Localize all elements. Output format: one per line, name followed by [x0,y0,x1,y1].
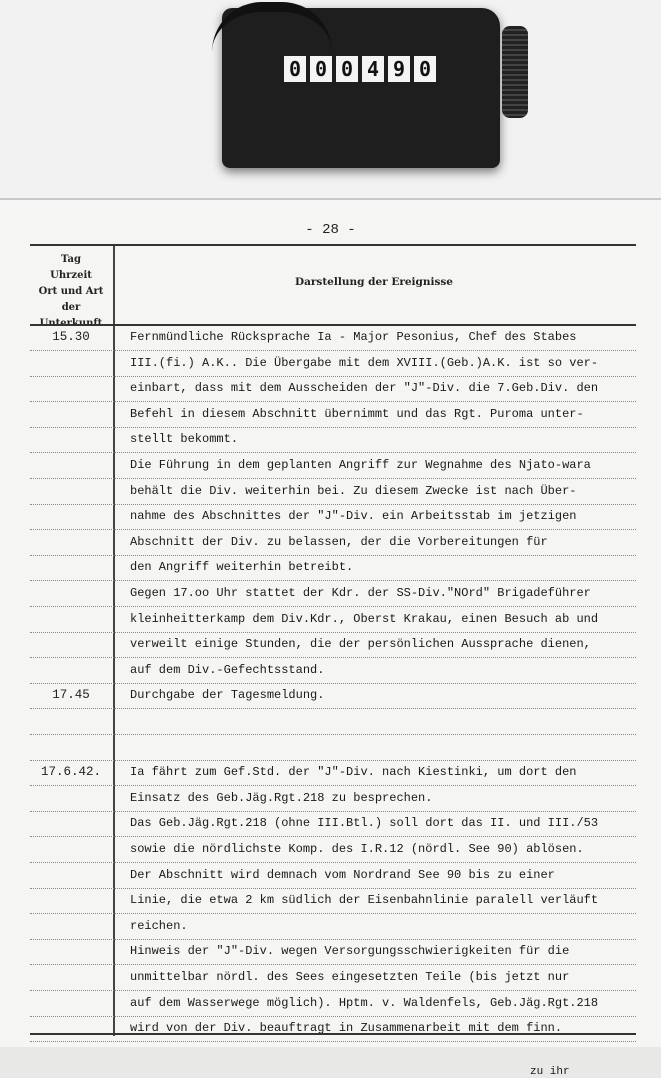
table-row [30,684,636,709]
entry-text: Hinweis der "J"-Div. wegen Versorgungsschwierigkeiten für die [130,944,570,959]
entry-time: 15.30 [52,330,90,344]
page-number: - 28 - [305,222,356,238]
table-row [30,582,636,607]
entry-text: Abschnitt der Div. zu belassen, der die Vorbereitungen für [130,534,548,549]
table-row [30,889,636,914]
entry-time: 17.45 [52,688,90,703]
table-row [30,966,636,991]
header-line: Tag [61,254,81,265]
table-row [30,428,636,453]
right-column-header: Darstellung der Ereignisse [294,276,453,288]
header-line: Unterkunft [39,318,103,329]
entry-text: wird von der Div. beauftragt in Zusammenarbeit mit dem finn. [130,1021,563,1036]
counter-photo-area [0,0,661,198]
header-line: Uhrzeit [50,270,92,281]
table-row [30,761,636,786]
table-row [30,812,636,837]
handwritten-insertion: zu ihr [530,1066,570,1078]
frame-counter-device [222,8,500,168]
table-top-rule [30,244,636,246]
table-bottom-rule [30,1033,636,1035]
table-row [30,326,636,351]
left-column-header [30,252,112,332]
table-row [30,915,636,940]
table-row [30,505,636,530]
entry-text: Ia fährt zum Gef.Std. der "J"-Div. nach Kiestinki, um dort den [130,765,577,780]
table-row [30,992,636,1017]
entry-text: stellt bekommt. [130,432,239,447]
table-row [30,710,636,735]
entry-time: 17.6.42. [40,765,101,780]
entry-text: Linie, die etwa 2 km südlich der Eisenbahnlinie paralell verläuft [130,893,599,908]
entry-text: Befehl in diesem Abschnitt übernimmt und das Rgt. Puroma unter- [130,406,584,421]
table-row [30,454,636,479]
counter-strap [212,2,332,52]
entry-text: Gegen 17.oo Uhr stattet der Kdr. der SS-Div."NOrd" Brigadeführer [130,586,591,600]
header-line: Ort und Art der [38,286,104,313]
entry-text: sowie die nördlichste Komp. des I.R.12 (nördl. See 90) ablösen. [130,842,584,856]
entry-text: III.(fi.) A.K.. Die Übergabe mit dem XVIII.(Geb.)A.K. ist so ver- [130,355,599,370]
entry-text: nahme des Abschnittes der "J"-Div. ein Arbeitsstab im jetzigen [130,509,577,524]
table-row [30,480,636,505]
entry-text: Fernmündliche Rücksprache Ia - Major Pesonius, Chef des Stabes [130,330,577,344]
entry-text: Das Geb.Jäg.Rgt.218 (ohne III.Btl.) soll dort das II. und III./53 [130,816,599,831]
table-row [30,787,636,812]
counter-knob [502,26,528,118]
entry-text: auf dem Div.-Gefechtsstand. [130,662,325,677]
table-row [30,864,636,889]
entry-text: unmittelbar nördl. des Sees eingesetzten Teile (bis jetzt nur [130,970,570,984]
entry-text: Einsatz des Geb.Jäg.Rgt.218 zu besprechen. [130,790,433,805]
counter-digits [284,56,436,82]
entry-text: auf dem Wasserwege möglich). Hptm. v. Waldenfels, Geb.Jäg.Rgt.218 [130,995,599,1010]
entry-text: kleinheitterkamp dem Div.Kdr., Oberst Krakau, einen Besuch ab und [130,611,599,626]
entry-text: Durchgabe der Tagesmeldung. [130,688,325,703]
table-row [30,608,636,633]
entry-text: behält die Div. weiterhin bei. Zu diesem Zwecke ist nach Über- [130,483,577,498]
counter-digit: 4 [362,56,384,82]
table-row [30,1017,636,1042]
counter-digit: 0 [336,56,358,82]
table-row [30,633,636,658]
table-row [30,940,636,965]
table-row [30,556,636,581]
entry-text: Die Führung in dem geplanten Angriff zur Wegnahme des Njato-wara [130,458,591,472]
table-row [30,838,636,863]
entry-text: verweilt einige Stunden, die der persönlichen Aussprache dienen, [130,637,591,652]
table-row [30,377,636,402]
table-row [30,352,636,377]
document-page [0,198,661,1078]
counter-digit: 0 [284,56,306,82]
table-row [30,736,636,761]
counter-digit: 0 [414,56,436,82]
table-row [30,659,636,684]
counter-digit: 9 [388,56,410,82]
entry-text: den Angriff weiterhin betreibt. [130,560,354,575]
counter-digit: 0 [310,56,332,82]
entry-text: Der Abschnitt wird demnach vom Nordrand See 90 bis zu einer [130,867,555,882]
entry-text: einbart, dass mit dem Ausscheiden der "J"-Div. die 7.Geb.Div. den [130,381,599,396]
table-row [30,531,636,556]
entry-text: reichen. [130,918,188,933]
dotted-ruling [30,1041,636,1042]
table-row [30,403,636,428]
